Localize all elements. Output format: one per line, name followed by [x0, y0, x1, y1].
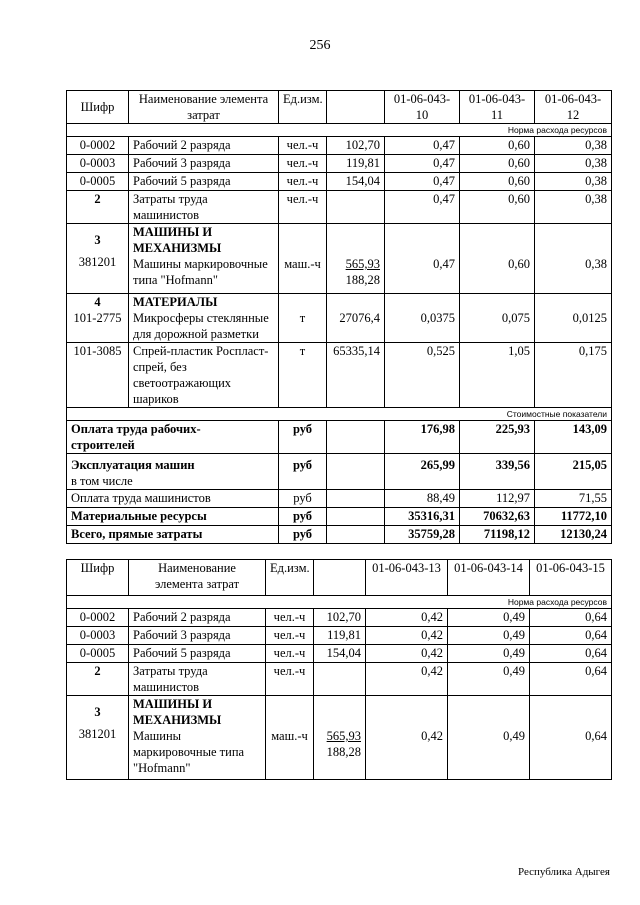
row-value: 0,42 [366, 696, 448, 780]
cost-label-row [67, 408, 612, 421]
table-row [67, 508, 612, 526]
header-col-11: 01-06-043- 11 [460, 91, 535, 124]
row-price [327, 490, 385, 508]
row-unit: чел.-ч [279, 155, 327, 173]
row-name: Оплата труда рабочих- строителей [67, 421, 279, 454]
row-value: 0,47 [385, 155, 460, 173]
table-row [67, 645, 612, 663]
footer-region: Республика Адыгея [517, 866, 610, 878]
row-price [327, 191, 385, 224]
row-unit: чел.-ч [266, 645, 314, 663]
row-unit: чел.-ч [266, 663, 314, 696]
row-name: Оплата труда машинистов [67, 490, 279, 508]
table-row [67, 155, 612, 173]
header-col-14: 01-06-043-14 [448, 560, 530, 596]
row-value: 12130,24 [535, 526, 612, 544]
row-value: 0,47 [385, 191, 460, 224]
table-row-machines [67, 224, 612, 294]
header-name: Наименование элемента затрат [129, 91, 279, 124]
row-name: Затраты труда машинистов [129, 663, 266, 696]
row-unit: чел.-ч [266, 609, 314, 627]
table-row [67, 627, 612, 645]
row-unit: чел.-ч [279, 137, 327, 155]
row-value: 0,64 [530, 645, 612, 663]
row-unit: т [279, 294, 327, 343]
header-col-10: 01-06-043- 10 [385, 91, 460, 124]
row-unit: маш.-ч [266, 696, 314, 780]
row-value: 0,47 [385, 173, 460, 191]
resource-table-1 [66, 90, 612, 544]
header-unit: Ед.изм. [279, 91, 327, 124]
page-number: 256 [309, 38, 331, 53]
row-unit: руб [279, 454, 327, 490]
norm-label-row [67, 596, 612, 609]
row-value: 0,0375 [385, 294, 460, 343]
row-value: 0,60 [460, 137, 535, 155]
table-header-row [67, 91, 612, 124]
row-unit: чел.-ч [279, 191, 327, 224]
row-code: 0-0005 [67, 173, 129, 191]
row-price: 27076,4 [327, 294, 385, 343]
row-value: 0,38 [535, 191, 612, 224]
row-unit: руб [279, 421, 327, 454]
row-unit: т [279, 343, 327, 408]
row-value: 339,56 [460, 454, 535, 490]
header-name: Наименование элемента затрат [129, 560, 266, 596]
table-row [67, 137, 612, 155]
row-price: 154,04 [314, 645, 366, 663]
row-code: 0-0003 [67, 155, 129, 173]
row-value: 143,09 [535, 421, 612, 454]
row-unit: руб [279, 490, 327, 508]
header-col-15: 01-06-043-15 [530, 560, 612, 596]
table-row [67, 663, 612, 696]
row-value: 71,55 [535, 490, 612, 508]
row-value: 0,42 [366, 663, 448, 696]
row-value: 0,49 [448, 696, 530, 780]
row-price [327, 421, 385, 454]
row-code: 2 [67, 191, 129, 224]
row-unit: чел.-ч [266, 627, 314, 645]
row-price [327, 526, 385, 544]
row-name: Рабочий 5 разряда [129, 173, 279, 191]
row-value: 0,47 [385, 224, 460, 294]
row-value: 215,05 [535, 454, 612, 490]
row-value: 0,0125 [535, 294, 612, 343]
row-code: 0-0003 [67, 627, 129, 645]
row-code: 0-0002 [67, 137, 129, 155]
row-name: Эксплуатация машин в том числе [67, 454, 279, 490]
header-price [327, 91, 385, 124]
row-unit: руб [279, 508, 327, 526]
row-price [327, 454, 385, 490]
row-value: 0,64 [530, 627, 612, 645]
row-value: 88,49 [385, 490, 460, 508]
row-code: 0-0005 [67, 645, 129, 663]
row-value: 0,60 [460, 155, 535, 173]
row-code: 4 101-2775 [67, 294, 129, 343]
table-row [67, 421, 612, 454]
row-price: 102,70 [314, 609, 366, 627]
row-value: 0,075 [460, 294, 535, 343]
row-price [314, 663, 366, 696]
row-value: 0,64 [530, 609, 612, 627]
row-value: 225,93 [460, 421, 535, 454]
row-price: 102,70 [327, 137, 385, 155]
cost-label: Стоимостные показатели [67, 408, 612, 421]
row-value: 0,49 [448, 663, 530, 696]
row-value: 0,38 [535, 155, 612, 173]
table-row [67, 454, 612, 490]
row-value: 0,42 [366, 645, 448, 663]
row-code: 2 [67, 663, 129, 696]
row-name: МАШИНЫ И МЕХАНИЗМЫ Машины маркировочные типа "Hofmann" [129, 224, 279, 294]
row-value: 0,38 [535, 173, 612, 191]
row-value: 0,49 [448, 645, 530, 663]
row-name: Рабочий 3 разряда [129, 627, 266, 645]
norm-label: Норма расхода ресурсов [67, 596, 612, 609]
resource-table-2 [66, 559, 612, 780]
table-row-materials [67, 294, 612, 343]
row-price: 119,81 [327, 155, 385, 173]
table-row-machines [67, 696, 612, 780]
row-value: 0,60 [460, 173, 535, 191]
row-value: 0,60 [460, 224, 535, 294]
row-code: 101-3085 [67, 343, 129, 408]
norm-label-row [67, 124, 612, 137]
header-unit: Ед.изм. [266, 560, 314, 596]
row-value: 35316,31 [385, 508, 460, 526]
table-row [67, 609, 612, 627]
row-value: 70632,63 [460, 508, 535, 526]
row-name: Рабочий 2 разряда [129, 609, 266, 627]
row-value: 35759,28 [385, 526, 460, 544]
row-name: Всего, прямые затраты [67, 526, 279, 544]
row-code: 0-0002 [67, 609, 129, 627]
header-code: Шифр [67, 91, 129, 124]
row-name: МАТЕРИАЛЫ Микросферы стеклянные для дорожной разметки [129, 294, 279, 343]
row-value: 0,64 [530, 696, 612, 780]
header-price [314, 560, 366, 596]
header-col-13: 01-06-043-13 [366, 560, 448, 596]
header-col-12: 01-06-043- 12 [535, 91, 612, 124]
norm-label: Норма расхода ресурсов [67, 124, 612, 137]
row-value: 0,64 [530, 663, 612, 696]
row-value: 0,60 [460, 191, 535, 224]
row-unit: руб [279, 526, 327, 544]
header-code: Шифр [67, 560, 129, 596]
row-price: 65335,14 [327, 343, 385, 408]
table-row [67, 343, 612, 408]
row-value: 176,98 [385, 421, 460, 454]
table-row [67, 490, 612, 508]
row-value: 71198,12 [460, 526, 535, 544]
row-value: 0,42 [366, 609, 448, 627]
row-price: 119,81 [314, 627, 366, 645]
row-unit: маш.-ч [279, 224, 327, 294]
row-price [327, 508, 385, 526]
row-value: 0,525 [385, 343, 460, 408]
row-value: 0,49 [448, 609, 530, 627]
row-code: 3 381201 [67, 224, 129, 294]
row-name: Спрей-пластик Роспласт- спрей, без светоотражающих шариков [129, 343, 279, 408]
table-row [67, 526, 612, 544]
row-code: 3 381201 [67, 696, 129, 780]
row-value: 0,47 [385, 137, 460, 155]
row-name: Затраты труда машинистов [129, 191, 279, 224]
row-value: 1,05 [460, 343, 535, 408]
row-value: 265,99 [385, 454, 460, 490]
row-value: 0,38 [535, 137, 612, 155]
row-name: Материальные ресурсы [67, 508, 279, 526]
row-value: 0,42 [366, 627, 448, 645]
row-value: 0,175 [535, 343, 612, 408]
row-value: 0,49 [448, 627, 530, 645]
row-price: 565,93 188,28 [327, 224, 385, 294]
table-row [67, 173, 612, 191]
row-value: 0,38 [535, 224, 612, 294]
row-name: Рабочий 2 разряда [129, 137, 279, 155]
row-name: Рабочий 3 разряда [129, 155, 279, 173]
row-name: Рабочий 5 разряда [129, 645, 266, 663]
table-row [67, 191, 612, 224]
row-unit: чел.-ч [279, 173, 327, 191]
row-name: МАШИНЫ И МЕХАНИЗМЫ Машины маркировочные типа "Hofmann" [129, 696, 266, 780]
row-value: 11772,10 [535, 508, 612, 526]
table-header-row [67, 560, 612, 596]
row-price: 565,93 188,28 [314, 696, 366, 780]
row-value: 112,97 [460, 490, 535, 508]
row-price: 154,04 [327, 173, 385, 191]
